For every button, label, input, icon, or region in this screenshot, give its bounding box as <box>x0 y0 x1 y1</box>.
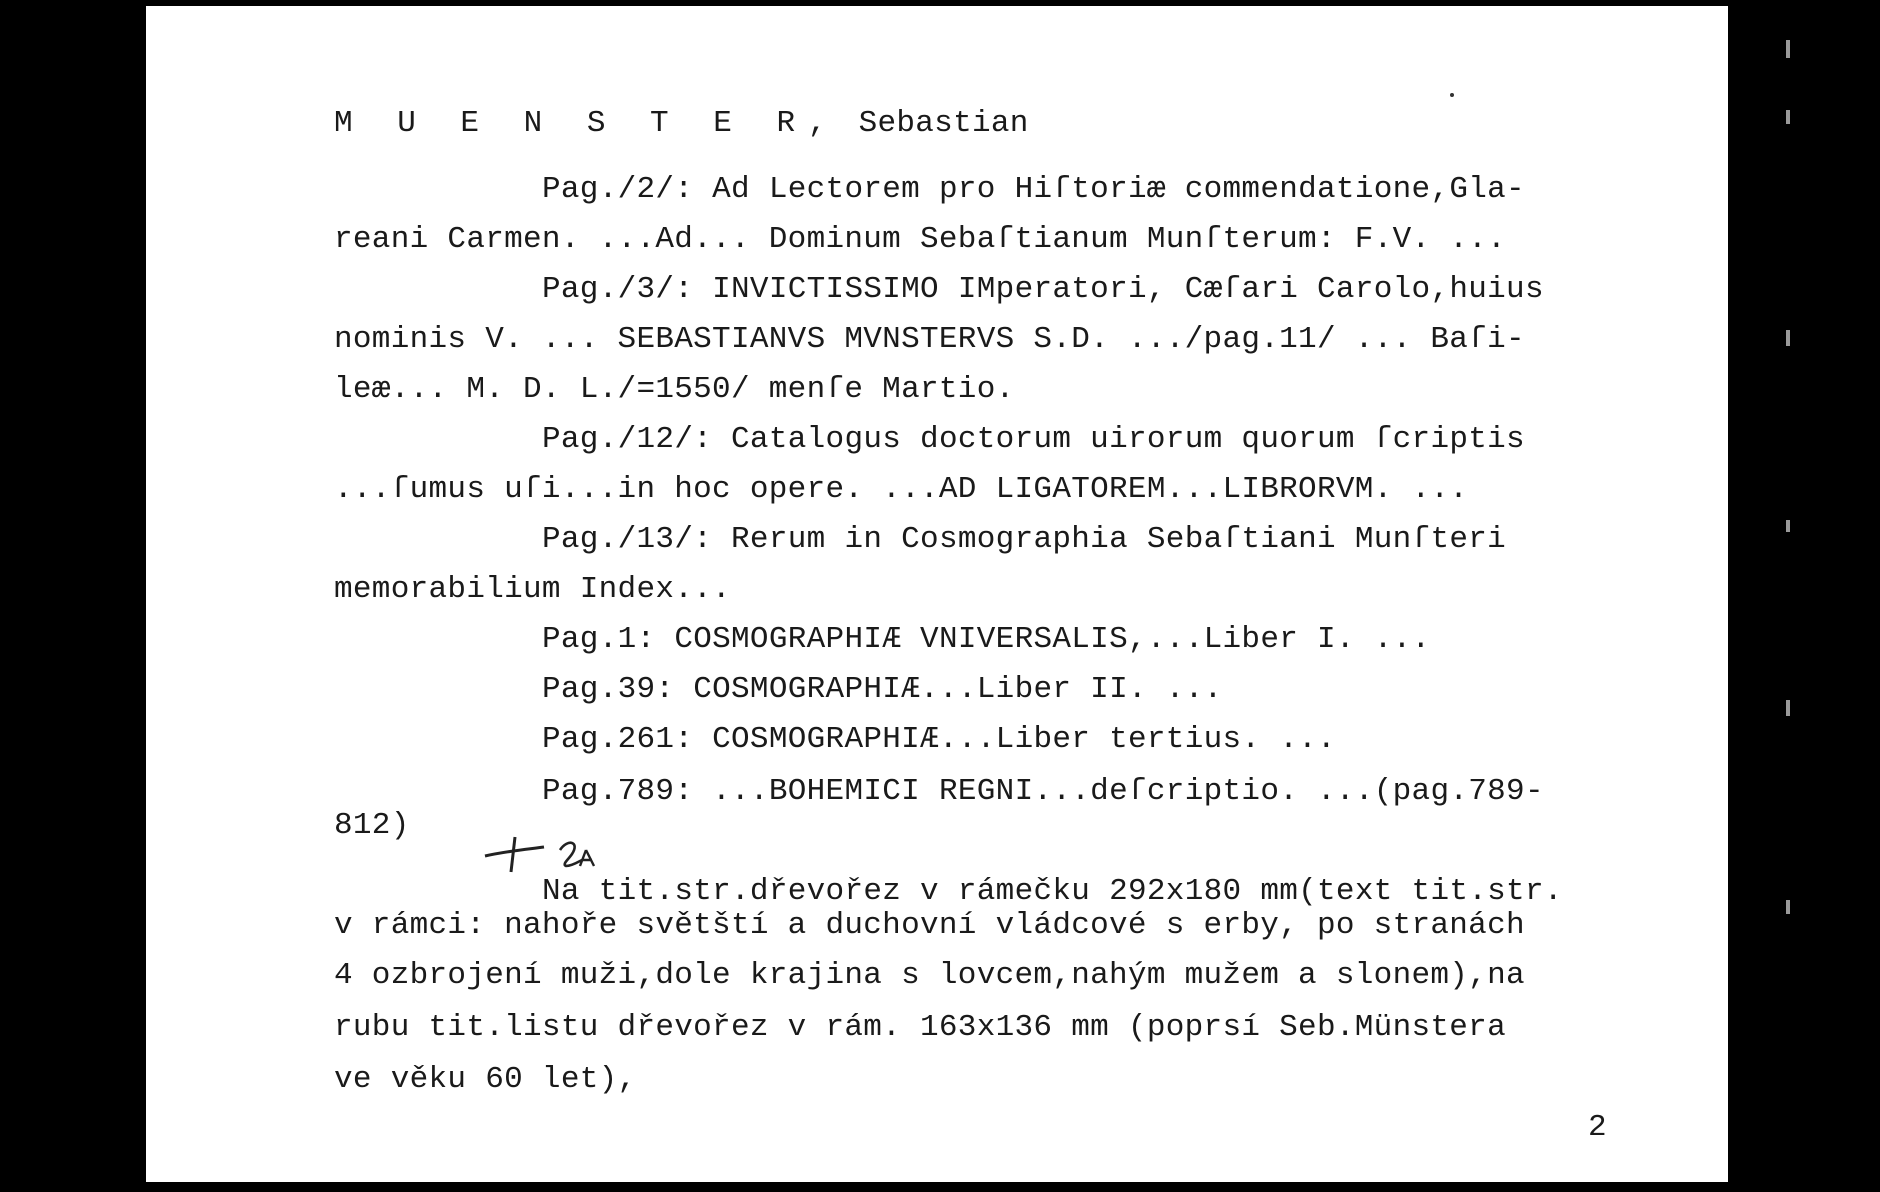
card-page-number: 2 <box>1588 1110 1607 1145</box>
entry-line: Pag.1: COSMOGRAPHIÆ VNIVERSALIS,...Liber I. ... <box>542 622 1431 657</box>
paper-speck <box>1450 93 1454 97</box>
description-line: v rámci: nahoře světští a duchovní vládcové s erby, po stranách <box>334 908 1525 943</box>
edge-mark <box>1786 330 1790 346</box>
edge-mark <box>1786 110 1790 124</box>
description-line: 4 ozbrojení muži,dole krajina s lovcem,nahým mužem a slonem),na <box>334 958 1525 993</box>
entry-line: Pag./3/: INVICTISSIMO IMperatori, Cæſari Carolo,huius <box>542 272 1544 307</box>
entry-line: nominis V. ... SEBASTIANVS MVNSTERVS S.D. .../pag.11/ ... Baſi- <box>334 322 1525 357</box>
entry-line: Pag./13/: Rerum in Cosmographia Sebaſtiani Munſteri <box>542 522 1507 557</box>
entry-line: leæ... M. D. L./=1550/ menſe Martio. <box>334 372 1015 407</box>
edge-mark <box>1786 40 1790 58</box>
entry-line: Pag.261: COSMOGRAPHIÆ...Liber tertius. ... <box>542 722 1336 757</box>
handwritten-mark-icon <box>482 832 612 878</box>
entry-line: memorabilium Index... <box>334 572 731 607</box>
entry-line: Pag.789: ...BOHEMICI REGNI...deſcriptio. ...(pag.789- <box>542 774 1544 809</box>
edge-mark <box>1786 700 1790 716</box>
entry-line: ...ſumus uſi...in hoc opere. ...AD LIGATOREM...LIBRORVM. ... <box>334 472 1469 507</box>
edge-mark <box>1786 900 1790 914</box>
card-heading <box>334 106 1029 142</box>
entry-line: Pag./12/: Catalogus doctorum uirorum quorum ſcriptis <box>542 422 1525 457</box>
edge-mark <box>1786 520 1790 532</box>
author-surname: M U E N S T E R, <box>334 106 840 141</box>
entry-line: 812) <box>334 808 410 843</box>
description-line: Na tit.str.dřevořez v rámečku 292x180 mm(text tit.str. <box>542 874 1563 909</box>
description-line: ve věku 60 let), <box>334 1062 637 1097</box>
description-line: rubu tit.listu dřevořez v rám. 163x136 mm (poprsí Seb.Münstera <box>334 1010 1506 1045</box>
author-given-name: Sebastian <box>858 106 1029 141</box>
entry-line: reani Carmen. ...Ad... Dominum Sebaſtianum Munſterum: F.V. ... <box>334 222 1506 257</box>
entry-line: Pag.39: COSMOGRAPHIÆ...Liber II. ... <box>542 672 1223 707</box>
entry-line: Pag./2/: Ad Lectorem pro Hiſtoriæ commendatione,Gla- <box>542 172 1525 207</box>
